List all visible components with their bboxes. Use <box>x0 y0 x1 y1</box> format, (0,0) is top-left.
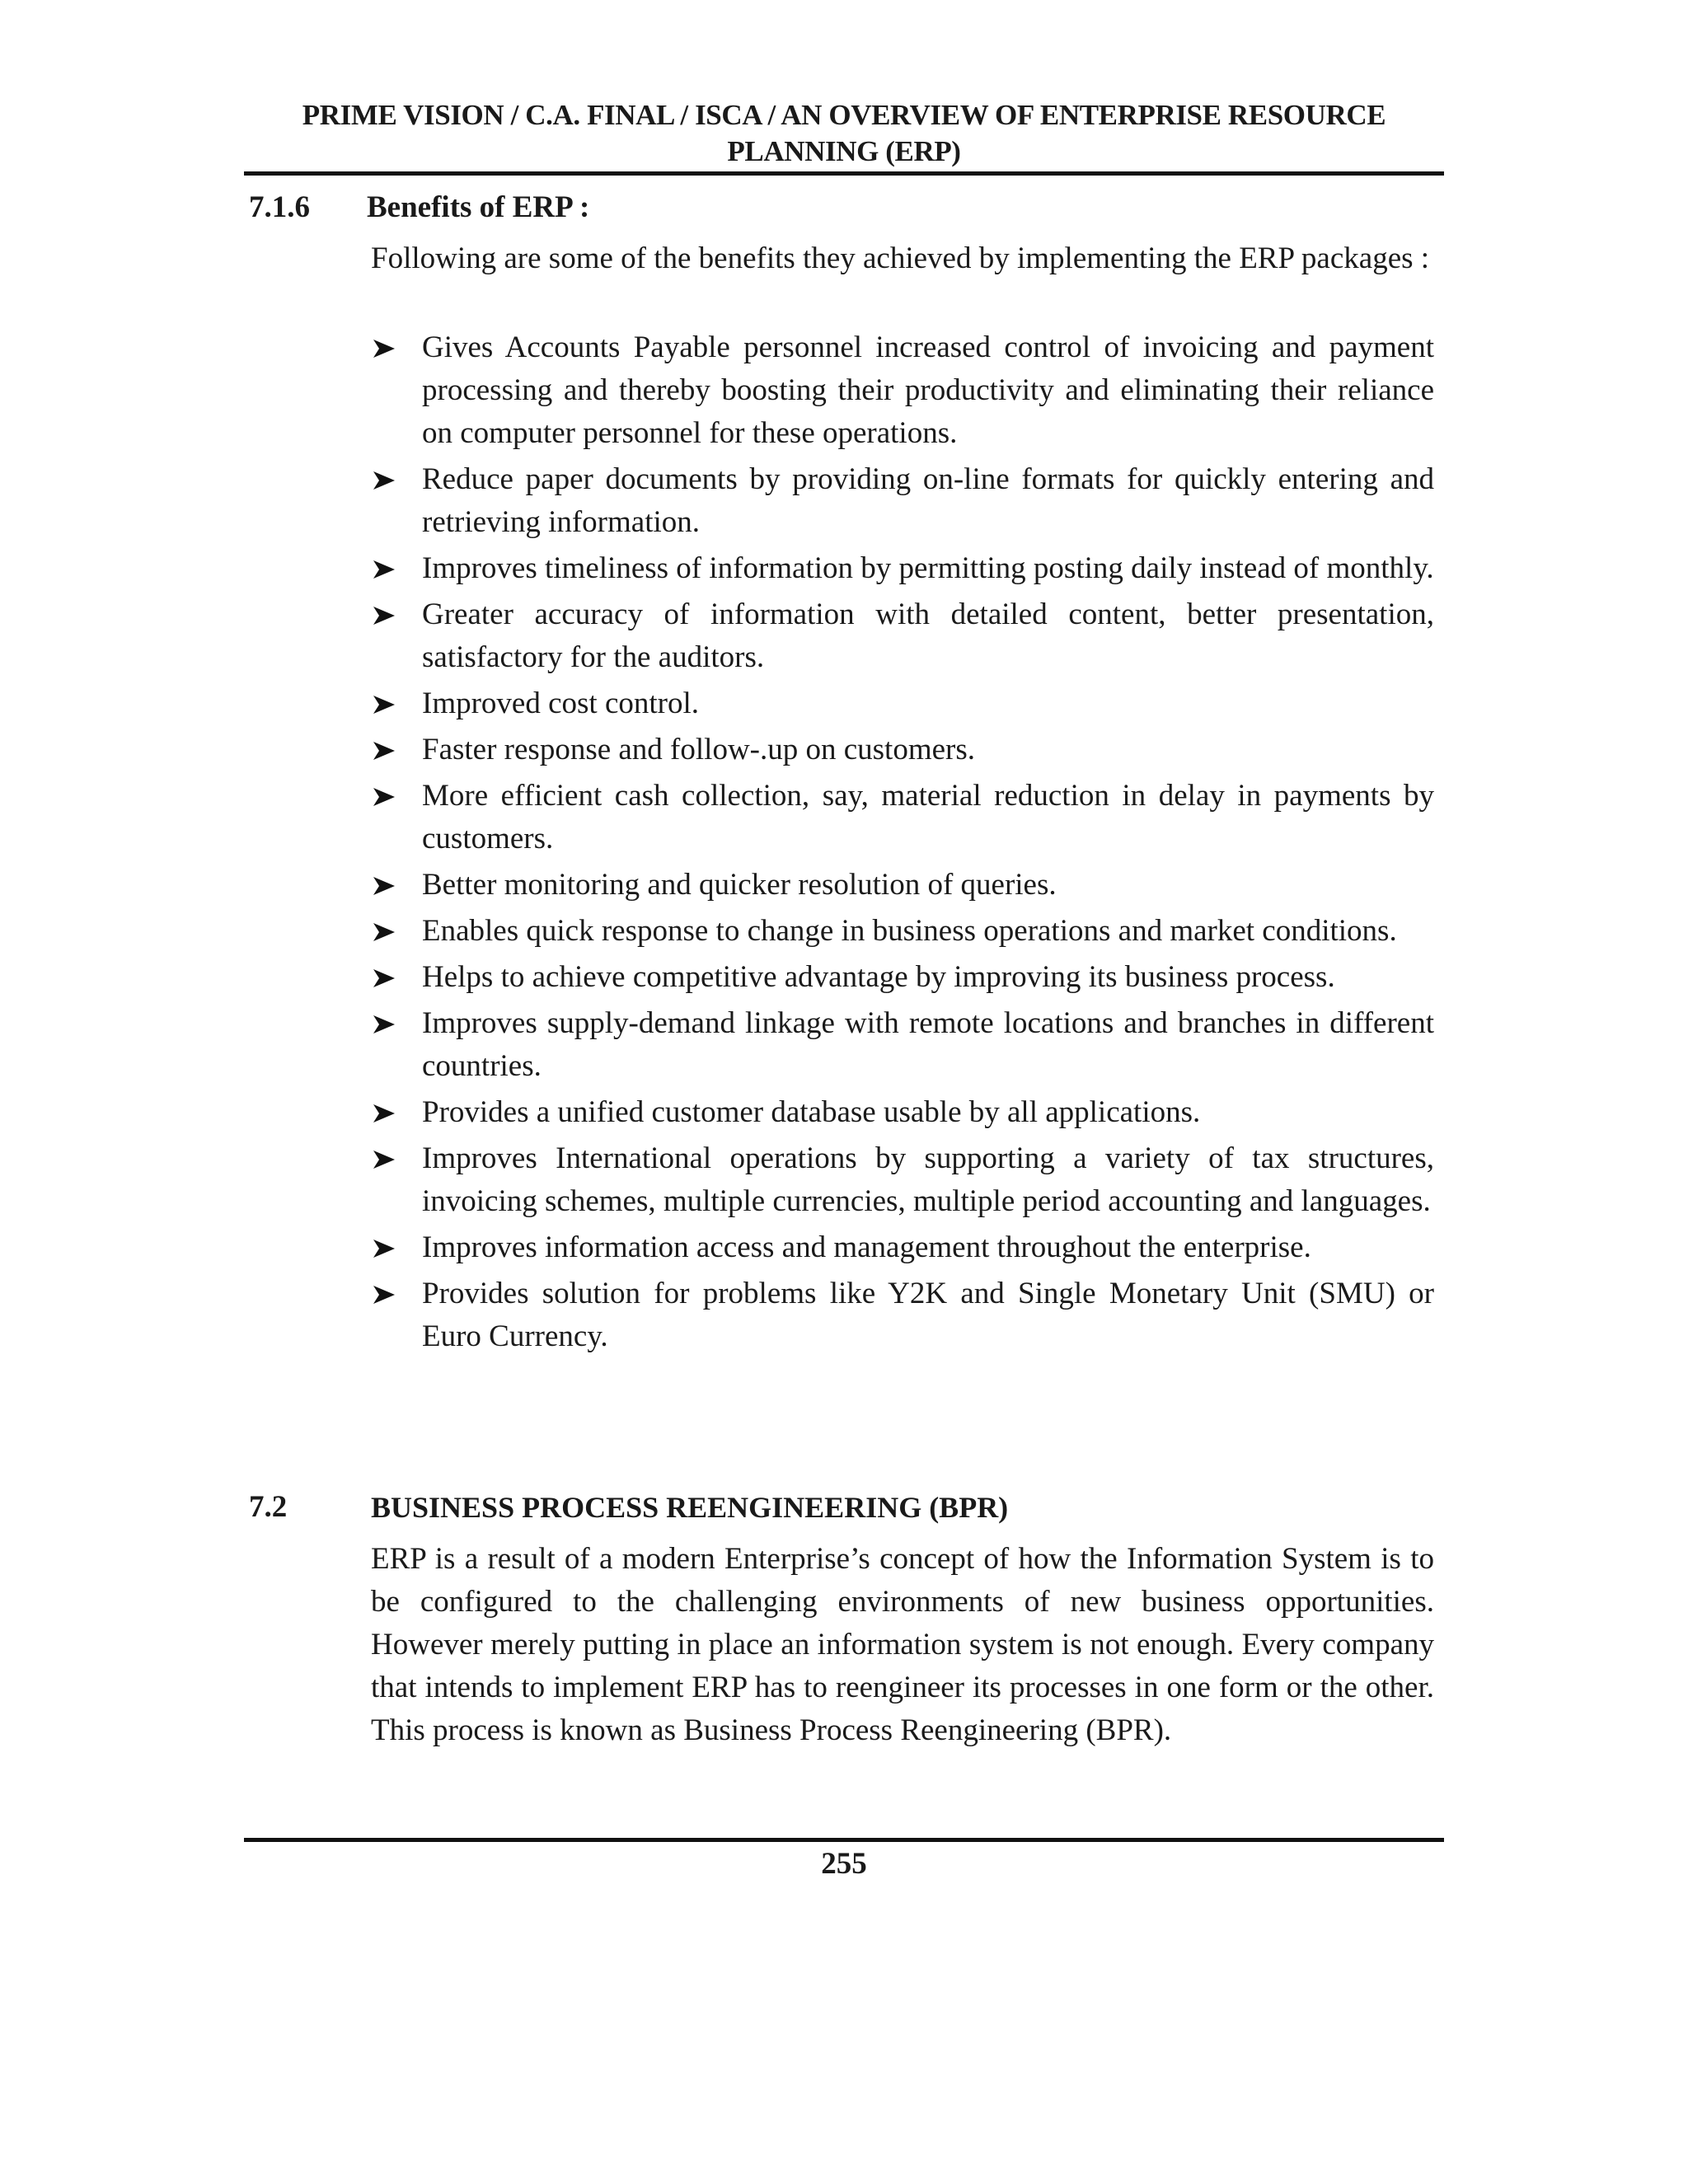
list-item-text: Gives Accounts Payable personnel increased control of invoicing and payment processing and thereby boosting their productivity and eliminating their reliance on computer personnel for these operations. <box>422 330 1434 450</box>
list-item-text: Improves supply-demand linkage with remote locations and branches in different countries. <box>422 1006 1434 1083</box>
list-item-text: Improves International operations by supporting a variety of tax structures, invoicing schemes, multiple currencies, multiple period accounting and languages. <box>422 1141 1434 1218</box>
header-rule <box>244 171 1444 176</box>
section-number: 7.2 <box>249 1490 288 1524</box>
list-item <box>371 1226 1434 1269</box>
list-item <box>371 458 1434 544</box>
arrow-bullet-icon <box>371 593 401 636</box>
list-item <box>371 864 1434 907</box>
arrow-bullet-icon <box>371 1137 401 1180</box>
list-item-text: Better monitoring and quicker resolution of queries. <box>422 868 1057 902</box>
list-item <box>371 956 1434 999</box>
arrow-bullet-icon <box>371 956 401 999</box>
list-item-text: Improves timeliness of information by permitting posting daily instead of monthly. <box>422 551 1434 585</box>
list-item-text: Greater accuracy of information with detailed content, better presentation, satisfactory for the auditors. <box>422 598 1434 674</box>
arrow-bullet-icon <box>371 910 401 953</box>
arrow-bullet-icon <box>371 547 401 590</box>
list-item-text: Provides solution for problems like Y2K and Single Monetary Unit (SMU) or Euro Currency. <box>422 1277 1434 1353</box>
list-item-text: More efficient cash collection, say, material reduction in delay in payments by customers. <box>422 779 1434 855</box>
list-item-text: Improves information access and management throughout the enterprise. <box>422 1230 1311 1264</box>
arrow-bullet-icon <box>371 682 401 725</box>
list-item <box>371 547 1434 590</box>
footer-rule <box>244 1838 1444 1842</box>
list-item <box>371 1272 1434 1358</box>
arrow-bullet-icon <box>371 458 401 501</box>
arrow-bullet-icon <box>371 864 401 907</box>
list-item <box>371 1002 1434 1088</box>
section-heading: BUSINESS PROCESS REENGINEERING (BPR) <box>371 1491 1009 1524</box>
benefits-list <box>371 326 1434 1361</box>
page-number: 255 <box>821 1847 867 1881</box>
list-item-text: Provides a unified customer database usable by all applications. <box>422 1095 1201 1129</box>
list-item-text: Enables quick response to change in business operations and market conditions. <box>422 914 1397 948</box>
arrow-bullet-icon <box>371 1226 401 1269</box>
list-item <box>371 593 1434 679</box>
arrow-bullet-icon <box>371 1272 401 1315</box>
list-item-text: Improved cost control. <box>422 687 699 720</box>
list-item <box>371 1137 1434 1223</box>
arrow-bullet-icon <box>371 326 401 369</box>
list-item <box>371 326 1434 455</box>
arrow-bullet-icon <box>371 1002 401 1045</box>
list-item <box>371 729 1434 771</box>
arrow-bullet-icon <box>371 1091 401 1134</box>
list-item <box>371 910 1434 953</box>
list-item <box>371 775 1434 860</box>
bpr-paragraph: ERP is a result of a modern Enterprise’s concept of how the Information System is to be configured to the challenging environments of new business opportunities. However merely putting in place an information system is not enough. Every company that intends to implement ERP has to reengineer its processes in one form or the other. This process is known as Business Process Reengineering (BPR). <box>371 1542 1434 1747</box>
list-item-text: Helps to achieve competitive advantage by improving its business process. <box>422 960 1335 994</box>
list-item-text: Faster response and follow-.up on customers. <box>422 733 976 766</box>
arrow-bullet-icon <box>371 729 401 771</box>
running-header: PRIME VISION / C.A. FINAL / ISCA / AN OVERVIEW OF ENTERPRISE RESOURCE PLANNING (ERP) <box>302 99 1386 167</box>
section-number: 7.1.6 <box>249 190 310 224</box>
arrow-bullet-icon <box>371 775 401 818</box>
section-heading: Benefits of ERP : <box>367 190 590 224</box>
intro-paragraph: Following are some of the benefits they achieved by implementing the ERP packages : <box>371 241 1430 275</box>
list-item-text: Reduce paper documents by providing on-line formats for quickly entering and retrieving information. <box>422 462 1434 539</box>
list-item <box>371 682 1434 725</box>
list-item <box>371 1091 1434 1134</box>
